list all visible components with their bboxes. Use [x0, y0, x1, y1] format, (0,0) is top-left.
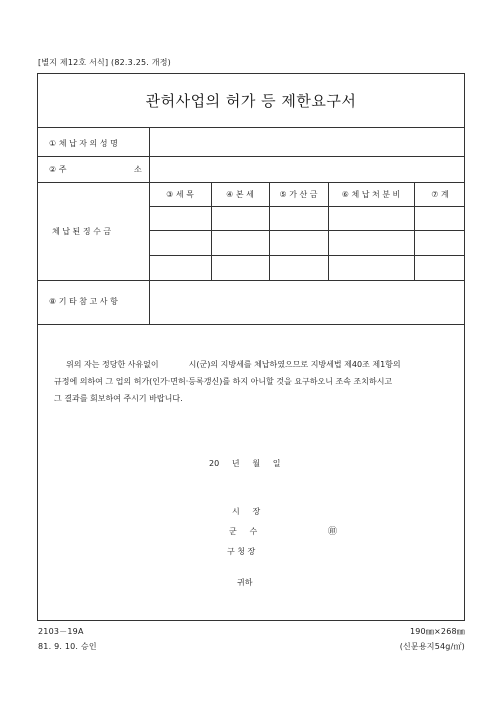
body-line-3: 그 결과를 회보하여 주시기 바랍니다.: [54, 394, 183, 403]
principal-tax-header: ④ 본 세: [226, 190, 254, 199]
form-number-note: [별지 제12호 서식] (82.3.25. 개정): [38, 58, 171, 67]
paper-size: 190㎜×268㎜: [409, 627, 465, 636]
divider-other-row: [38, 324, 464, 325]
total-header: ⑦ 계: [431, 190, 449, 199]
recipient-honorific: 귀하: [237, 578, 253, 587]
date-line: 20 년 월 일: [209, 459, 281, 468]
other-reference-label: ⑧ 기 타 참 고 사 항: [49, 297, 118, 306]
paper-type: (신문용지54g/㎡): [399, 642, 465, 651]
taxpayer-name-label: ① 체 납 자 의 성 명: [49, 139, 118, 148]
request-form: [37, 73, 465, 621]
body-line-1-end: 시(군)의 지방세를 체납하였으므로 지방세법 제40조 제1항의: [188, 360, 401, 369]
mayor-title: 시 장: [232, 507, 261, 516]
district-head-title: 구 청 장: [227, 547, 256, 556]
county-head-title: 군 수: [229, 527, 258, 536]
tax-row-divider-2: [149, 255, 464, 256]
body-line-1: [66, 356, 466, 373]
address-label-end: 소: [134, 165, 142, 174]
body-line-1-start: 위의 자는 정당한 사유없이: [66, 360, 159, 369]
tax-item-header: ③ 세 목: [166, 190, 194, 199]
delinquent-tax-label: 체 납 된 징 수 금: [52, 227, 112, 236]
address-label: ② 주: [49, 165, 67, 174]
approval-date: 81. 9. 10. 승인: [38, 642, 97, 651]
penalty-header: ⑤ 가 산 금: [279, 190, 318, 199]
label-column-divider: [149, 127, 150, 324]
form-title: 관허사업의 허가 등 제한요구서: [38, 74, 464, 128]
form-code: 2103－19A: [38, 627, 84, 636]
seal-mark: ㊞: [328, 527, 338, 537]
tax-row-divider-1: [149, 230, 464, 231]
divider-tax-row: [38, 280, 464, 281]
disposition-cost-header: ⑥ 체 납 처 분 비: [341, 190, 401, 199]
divider-address-row: [38, 182, 464, 183]
tax-header-divider: [149, 206, 464, 207]
divider-name-row: [38, 156, 464, 157]
body-line-2: 규정에 의하여 그 업의 허가(인가·면허·등록갱신)를 하지 아니할 것을 요구하오니 조속 조치하시고: [54, 377, 393, 386]
